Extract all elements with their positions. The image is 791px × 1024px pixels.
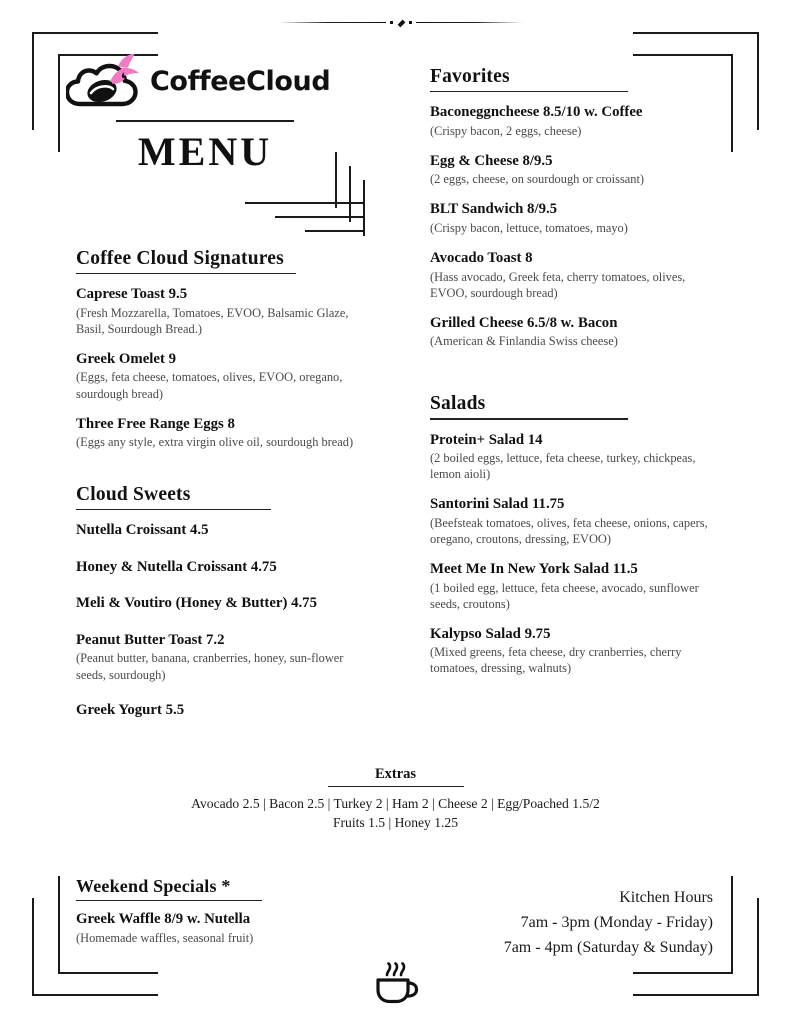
item-description: (Hass avocado, Greek feta, cherry tomatoes, olives, EVOO, sourdough bread) — [430, 269, 686, 300]
kitchen-hours-weekday: 7am - 3pm (Monday - Friday) — [520, 913, 713, 931]
menu-item — [430, 560, 720, 612]
menu-header — [50, 52, 360, 175]
menu-item — [430, 152, 720, 188]
section-title-sweets: Cloud Sweets — [76, 484, 191, 506]
menu-title-divider — [116, 120, 294, 122]
item-description: (2 boiled eggs, lettuce, feta cheese, turkey, chickpeas, lemon aioli) — [430, 451, 696, 482]
section-divider — [76, 273, 296, 274]
item-name: Meet Me In New York Salad 11.5 — [430, 561, 638, 578]
section-title-weekend-specials: Weekend Specials * — [76, 876, 231, 896]
section-sweets — [76, 484, 376, 719]
item-name: Kalypso Salad 9.75 — [430, 625, 551, 642]
item-description: (Crispy bacon, lettuce, tomatoes, mayo) — [430, 220, 628, 235]
menu-item — [76, 631, 376, 683]
section-signatures — [76, 248, 376, 450]
item-name: Meli & Voutiro (Honey & Butter) 4.75 — [76, 595, 317, 612]
section-title-signatures: Coffee Cloud Signatures — [76, 248, 284, 269]
item-name: Grilled Cheese 6.5/8 w. Bacon — [430, 314, 618, 331]
item-description: (American & Finlandia Swiss cheese) — [430, 334, 618, 349]
extras-line-1: Avocado 2.5 | Bacon 2.5 | Turkey 2 | Ham 2 | Cheese 2 | Egg/Poached 1.5/2 — [191, 796, 600, 812]
left-column — [76, 248, 376, 745]
menu-item — [430, 495, 720, 547]
section-favorites — [430, 66, 720, 349]
section-title-favorites: Favorites — [430, 66, 510, 87]
item-name: Avocado Toast 8 — [430, 250, 533, 267]
steaming-coffee-cup-icon — [370, 958, 422, 1010]
menu-item — [76, 910, 376, 946]
menu-item — [76, 701, 376, 719]
item-name: Greek Waffle 8/9 w. Nutella — [76, 911, 251, 928]
item-description: (Fresh Mozzarella, Tomatoes, EVOO, Balsamic Glaze, Basil, Sourdough Bread.) — [76, 305, 349, 336]
item-description: (Crispy bacon, 2 eggs, cheese) — [430, 123, 582, 138]
section-divider — [76, 900, 262, 901]
item-name: Peanut Butter Toast 7.2 — [76, 631, 225, 648]
item-description: (Eggs any style, extra virgin olive oil, sourdough bread) — [76, 435, 354, 450]
page-title: MENU — [137, 128, 273, 174]
menu-item — [76, 521, 376, 539]
section-salads — [430, 393, 720, 676]
item-name: Protein+ Salad 14 — [430, 431, 543, 448]
menu-item — [76, 558, 376, 576]
item-name: BLT Sandwich 8/9.5 — [430, 201, 558, 218]
menu-item — [76, 350, 376, 402]
item-name: Three Free Range Eggs 8 — [76, 415, 235, 432]
kitchen-hours-weekend: 7am - 4pm (Saturday & Sunday) — [503, 938, 713, 956]
item-description: (Beefsteak tomatoes, olives, feta cheese, onions, capers, oregano, croutons, dressing, EVOO) — [430, 515, 708, 546]
item-name: Greek Yogurt 5.5 — [76, 701, 185, 718]
section-extras — [0, 766, 791, 832]
right-column — [430, 66, 720, 702]
extras-line-2: Fruits 1.5 | Honey 1.25 — [332, 814, 459, 830]
section-weekend-specials — [76, 876, 376, 946]
menu-item — [430, 625, 720, 677]
menu-item — [430, 103, 720, 139]
section-divider — [430, 91, 628, 92]
section-title-extras: Extras — [374, 766, 417, 782]
item-description: (Mixed greens, feta cheese, dry cranberries, cherry tomatoes, dressing, walnuts) — [430, 645, 682, 676]
item-name: Caprese Toast 9.5 — [76, 286, 188, 303]
kitchen-hours-title: Kitchen Hours — [619, 889, 713, 906]
item-description: (Homemade waffles, seasonal fruit) — [76, 930, 254, 945]
item-name: Santorini Salad 11.75 — [430, 496, 565, 513]
menu-item — [430, 200, 720, 236]
item-name: Egg & Cheese 8/9.5 — [430, 152, 553, 169]
kitchen-hours — [413, 886, 713, 960]
brand-logo — [50, 52, 360, 110]
section-title-salads: Salads — [430, 393, 486, 415]
brand-name: CoffeeCloud — [150, 65, 331, 97]
menu-item — [430, 431, 720, 483]
item-description: (Eggs, feta cheese, tomatoes, olives, EVOO, oregano, sourdough bread) — [76, 370, 343, 401]
item-description: (Peanut butter, banana, cranberries, honey, sun-flower seeds, sourdough) — [76, 651, 344, 682]
item-name: Nutella Croissant 4.5 — [76, 522, 209, 539]
menu-item — [76, 594, 376, 612]
item-name: Honey & Nutella Croissant 4.75 — [76, 558, 277, 575]
cloud-coffee-bean-hummingbird-logo-icon — [66, 52, 140, 110]
section-divider — [328, 786, 464, 787]
menu-item — [76, 285, 376, 337]
section-divider — [430, 418, 628, 419]
item-name: Greek Omelet 9 — [76, 350, 176, 367]
diamond-divider-ornament — [278, 18, 524, 28]
item-description: (1 boiled egg, lettuce, feta cheese, avocado, sunflower seeds, croutons) — [430, 580, 699, 611]
menu-item — [430, 314, 720, 350]
menu-item — [430, 249, 720, 301]
item-name: Baconeggncheese 8.5/10 w. Coffee — [430, 104, 643, 121]
item-description: (2 eggs, cheese, on sourdough or croissant) — [430, 172, 645, 187]
menu-item — [76, 415, 376, 451]
section-divider — [76, 509, 271, 510]
